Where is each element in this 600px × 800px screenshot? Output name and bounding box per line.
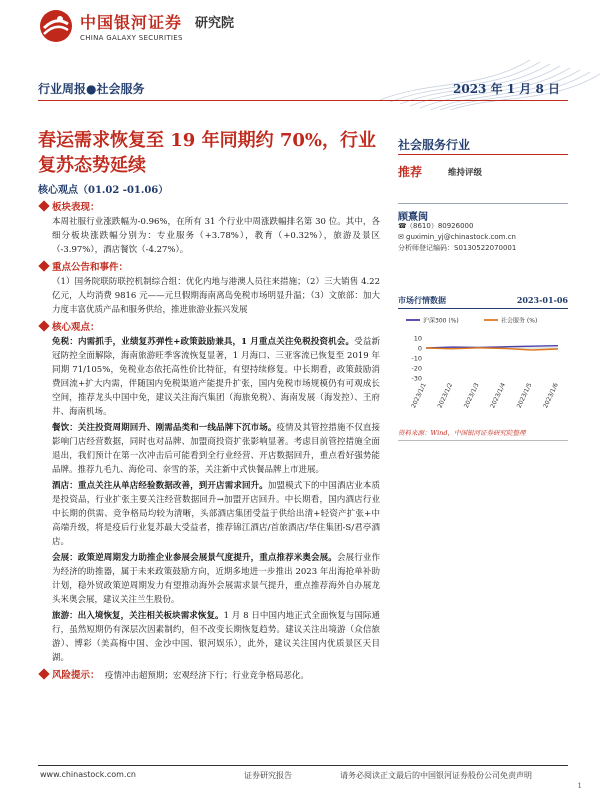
logic-paragraph-tourism xyxy=(52,609,380,665)
risk-line xyxy=(52,669,380,683)
footer-disclaimer: 请务必阅读正文最后的中国银河证券股份公司免责声明 xyxy=(340,771,532,780)
y-tick-label: 10 xyxy=(413,334,422,343)
section-risk xyxy=(38,669,380,683)
section-title: 风险提示： xyxy=(52,670,100,681)
y-tick-label: -20 xyxy=(411,364,422,373)
section-text: （1）国务院联防联控机制综合组：优化内地与港澳人员往来措施；（2）三大销售 4.22 亿元，人均消费 9816 元——元旦假期海南离岛免税市场明显升温；（3）文旅部：加大力度丰富优质产品和服务供给，推进旅游业振兴发展 xyxy=(52,277,380,315)
section-sector-performance xyxy=(38,201,380,257)
logic-lead: 餐饮：关注投资周期回升、刚需品类和一线品牌下沉市场。 xyxy=(52,423,277,433)
x-tick-label: 2023/1/6 xyxy=(542,381,560,410)
logic-text: 疫情及其管控措施不仅直接影响门店经营数据，同时也对品牌、加盟商投资扩张影响显著。考虑目前管控措施全面退出，我们预计在第一次冲击后可能看到全行业经营、开店数据回升，重点看好强势能品牌。推荐九毛九、海伦司、奈雪的茶，关注新中式快餐品牌上市进展。 xyxy=(52,423,380,475)
market-date: 2023-01-06 xyxy=(516,295,568,305)
report-topbar xyxy=(38,80,568,98)
y-tick-label: -30 xyxy=(411,374,422,383)
footer-label: 证券研究报告 xyxy=(244,771,292,780)
rating-note: 维持评级 xyxy=(448,168,483,178)
legend-label-social-services: 社会服务 (%) xyxy=(501,317,538,325)
report-type: 行业周报●社会服务 xyxy=(38,82,145,96)
report-date: 2023 年 1 月 8 日 xyxy=(453,82,560,96)
legend-label-hs300: 沪深300 (%) xyxy=(423,317,459,325)
x-tick-label: 2023/1/5 xyxy=(515,381,534,410)
market-divider xyxy=(398,308,568,309)
section-title: 重点公告和事件： xyxy=(52,262,129,273)
market-data-header xyxy=(398,295,568,306)
page-number: 1 xyxy=(577,782,582,790)
footer-website[interactable]: www.chinastock.com.cn xyxy=(40,770,136,779)
chart-legend xyxy=(406,317,537,325)
logic-lead: 免税：内需抓手，业绩复苏弹性+政策鼓励兼具，1 月重点关注免税投资机会。 xyxy=(52,337,355,347)
logic-lead: 酒店：重点关注从单店经验数据改善，到开店需求回升。 xyxy=(52,481,268,491)
diamond-bullet-icon xyxy=(38,320,49,331)
analyst-phone: （8610）80926000 xyxy=(406,222,474,230)
core-view-label: 核心观点（01.02 -01.06） xyxy=(38,185,169,196)
market-title: 市场行情数据 xyxy=(398,295,446,305)
industry-name: 社会服务行业 xyxy=(398,138,471,152)
section-core-logic xyxy=(38,321,380,665)
x-tick-label: 2023/1/4 xyxy=(489,381,508,410)
analyst-info xyxy=(398,221,516,254)
logic-lead: 旅游：出入境恢复，关注相关板块需求恢复。 xyxy=(52,611,224,621)
section-title: 核心观点： xyxy=(52,322,100,333)
logic-text: 1 月 8 日中国内地正式全面恢复与国际通行，虽然短期仍有深层次因素制约，但不改变长期恢复趋势。建议关注出境游（众信旅游）、博彩（美高梅中国、金沙中国、银河娱乐），此外，建议关注国内优质景区天目湖。 xyxy=(52,611,380,663)
analyst-cert: 分析师登记编码：S0130522070001 xyxy=(398,244,517,252)
x-tick-label: 2023/1/1 xyxy=(410,381,428,410)
source-divider xyxy=(398,440,568,441)
section-text: 疫情冲击超预期；宏观经济下行；行业竞争格局恶化。 xyxy=(104,671,309,681)
market-line-chart xyxy=(398,312,568,422)
section-title: 板块表现： xyxy=(52,202,100,213)
logic-paragraph-exhibition xyxy=(52,551,380,607)
report-title: 春运需求恢复至 19 年同期约 70%，行业复苏态势延续 xyxy=(38,130,376,176)
diamond-bullet-icon xyxy=(38,668,49,679)
logic-text: 加盟模式下的中国酒店业本质是投资品，行业扩张主要关注经营数据回升→加盟开店回升。中长期看，国内酒店行业中长期的供需、竞争格局均较为清晰，头部酒店集团受益于供给出清+轻资产扩张+中高端升级，将是疫后行业复苏最大受益者，推荐锦江酒店/首旅酒店/华住集团-S/君亭酒店。 xyxy=(52,481,380,547)
chart-source: 资料来源：Wind，中国银河证券研究院整理 xyxy=(398,429,526,437)
y-tick-label: 0 xyxy=(417,344,422,353)
email-icon: ✉ xyxy=(398,233,404,241)
galaxy-logo-icon xyxy=(38,8,74,44)
logic-lead: 会展：政策逆周期发力助推企业参展会展景气度提升，重点推荐米奥会展。 xyxy=(52,553,337,563)
phone-icon: ☎ xyxy=(398,222,407,230)
diamond-bullet-icon xyxy=(38,200,49,211)
logic-text: 受益新冠防控全面解除，海南旅游旺季客流恢复显著，1 月海口、三亚客流已恢复至 2019 年同期 71/105%，免税业态依托高性价比特征，有望持续修复。中长期看，政策鼓励消费回流+扩大内需，伴随国内免税渠道产能提升扩张，国内免税市场规模仍有可观成长空间，推荐龙头中国中免，建议关注海汽集团（海旅免税）、海南发展（海发控）、王府井、海南机场。 xyxy=(52,337,380,417)
rating-label: 推荐 xyxy=(398,165,423,179)
section-key-events xyxy=(38,261,380,317)
logic-paragraph-hotel xyxy=(52,479,380,549)
x-tick-label: 2023/1/2 xyxy=(436,381,455,410)
brand-research-institute: 研究院 xyxy=(195,16,235,31)
report-body xyxy=(38,201,380,687)
analyst-divider xyxy=(398,203,568,204)
analyst-email[interactable]: guximin_yj@chinastock.com.cn xyxy=(406,233,516,241)
header-divider xyxy=(38,100,568,101)
logic-paragraph-catering xyxy=(52,421,380,477)
y-tick-label: -10 xyxy=(411,354,422,363)
brand-name-en: CHINA GALAXY SECURITIES xyxy=(80,34,183,42)
diamond-bullet-icon xyxy=(38,260,49,271)
analyst-name: 顾熹闽 xyxy=(398,212,428,223)
x-tick-label: 2023/1/3 xyxy=(462,381,481,410)
footer-divider xyxy=(38,765,568,766)
section-text: 本周社服行业涨跌幅为-0.96%，在所有 31 个行业中周涨跌幅排名第 30 位。其中，各细分板块涨跌幅分别为：专业服务（+3.78%），教育（+0.32%），旅游及景区（-3.97%），酒店餐饮（-4.27%）。 xyxy=(52,217,380,255)
brand-name-cn: 中国银河证券 xyxy=(80,13,183,32)
logic-text: 会展行业作为经济的助推器，属于未来政策鼓励方向，近期多地进一步推出 2023 年出海抢单补助计划，稳外贸政策逆周期发力有望推动海外会展需求景气提升，重点推荐海外自办展龙头米奥会展，建议关注兰生股份。 xyxy=(52,553,380,605)
logic-paragraph-duty-free xyxy=(52,335,380,419)
industry-divider xyxy=(398,154,568,155)
